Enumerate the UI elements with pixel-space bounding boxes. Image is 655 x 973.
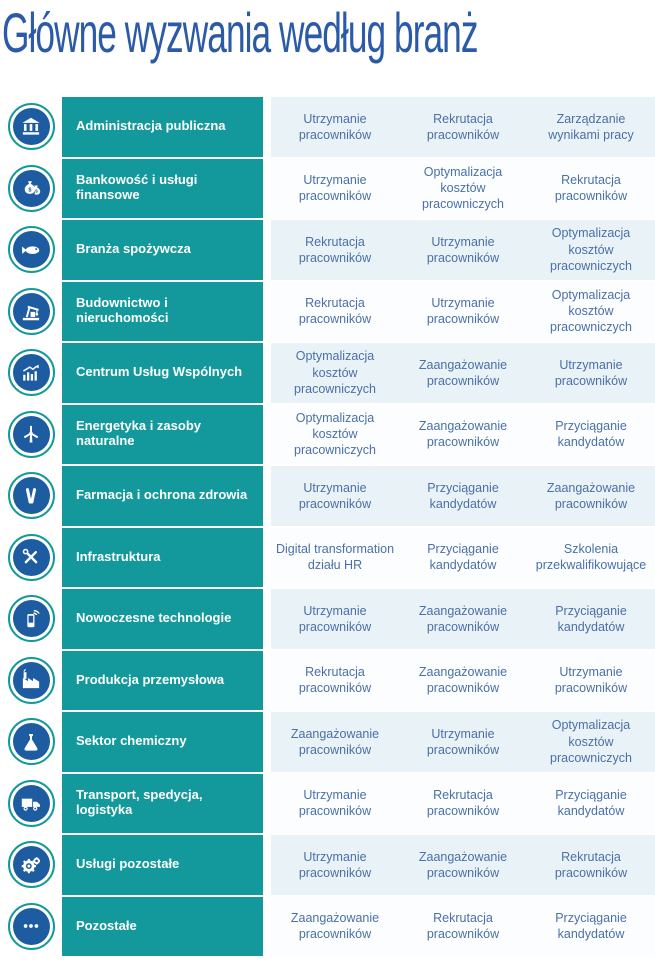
industry-icon-cell — [0, 897, 62, 957]
challenge-cell-3: Utrzymanie pracowników — [554, 357, 628, 388]
column-divider — [263, 712, 271, 772]
table-row — [0, 220, 655, 280]
industry-icon-cell — [0, 651, 62, 711]
challenge-cell-1: Rekrutacja pracowników — [298, 296, 372, 327]
challenge-cell-1: Optymalizacja kosztów pracowniczych — [294, 410, 376, 458]
table-row — [0, 528, 655, 588]
challenges-row — [271, 712, 655, 772]
industry-icon-cell — [0, 97, 62, 157]
industry-label: Nowoczesne technologie — [62, 589, 263, 649]
icon-badge — [8, 411, 55, 458]
icon-badge — [8, 903, 55, 950]
icon-badge — [8, 534, 55, 581]
icon-badge — [8, 165, 55, 212]
table-row — [0, 159, 655, 219]
gears-icon — [13, 846, 50, 883]
food-fish-icon — [13, 231, 50, 268]
table-row — [0, 466, 655, 526]
industry-icon-cell — [0, 589, 62, 649]
industry-label: Pozostałe — [62, 897, 263, 957]
challenge-cell-2: Zaangażowanie pracowników — [418, 357, 508, 388]
challenge-cell-3: Rekrutacja pracowników — [554, 849, 628, 880]
table-row — [0, 405, 655, 465]
page-title: Główne wyzwania według branż — [2, 1, 478, 64]
industry-challenges-table — [0, 97, 655, 956]
crossed-tools-icon — [13, 539, 50, 576]
industry-label: Transport, spedycja, logistyka — [62, 774, 263, 834]
industry-label: Centrum Usług Wspólnych — [62, 343, 263, 403]
mobile-phone-icon — [13, 600, 50, 637]
challenge-cell-3: Przyciąganie kandydatów — [555, 603, 627, 634]
icon-badge — [8, 841, 55, 888]
challenge-cell-1: Zaangażowanie pracowników — [290, 911, 380, 942]
challenges-row — [271, 159, 655, 219]
challenge-cell-1: Utrzymanie pracowników — [298, 849, 372, 880]
challenges-row — [271, 97, 655, 157]
icon-badge — [8, 349, 55, 396]
column-divider — [263, 897, 271, 957]
challenge-cell-2: Utrzymanie pracowników — [426, 234, 500, 265]
challenges-row — [271, 651, 655, 711]
wind-turbine-icon — [13, 416, 50, 453]
challenges-row — [271, 897, 655, 957]
challenge-cell-3: Utrzymanie pracowników — [554, 665, 628, 696]
industry-label: Administracja publiczna — [62, 97, 263, 157]
column-divider — [263, 282, 271, 342]
challenge-cell-1: Rekrutacja pracowników — [298, 665, 372, 696]
table-row — [0, 835, 655, 895]
industry-label: Energetyka i zasoby naturalne — [62, 405, 263, 465]
flask-icon — [13, 723, 50, 760]
table-row — [0, 774, 655, 834]
icon-badge — [8, 226, 55, 273]
industry-icon-cell — [0, 774, 62, 834]
column-divider — [263, 220, 271, 280]
table-row — [0, 282, 655, 342]
challenges-row — [271, 343, 655, 403]
test-tubes-icon — [13, 477, 50, 514]
challenge-cell-1: Rekrutacja pracowników — [298, 234, 372, 265]
challenge-cell-2: Rekrutacja pracowników — [426, 788, 500, 819]
challenge-cell-3: Rekrutacja pracowników — [554, 173, 628, 204]
table-row — [0, 589, 655, 649]
challenge-cell-2: Przyciąganie kandydatów — [427, 542, 499, 573]
challenge-cell-3: Przyciąganie kandydatów — [555, 788, 627, 819]
challenge-cell-1: Utrzymanie pracowników — [298, 788, 372, 819]
industry-icon-cell — [0, 466, 62, 526]
industry-label: Farmacja i ochrona zdrowia — [62, 466, 263, 526]
industry-label: Branża spożywcza — [62, 220, 263, 280]
challenge-cell-3: Zarządzanie wynikami pracy — [548, 111, 634, 142]
column-divider — [263, 97, 271, 157]
industry-icon-cell — [0, 282, 62, 342]
svg-text:$: $ — [35, 188, 38, 194]
factory-icon — [13, 662, 50, 699]
challenge-cell-3: Przyciąganie kandydatów — [555, 911, 627, 942]
challenges-row — [271, 774, 655, 834]
column-divider — [263, 466, 271, 526]
crane-icon — [13, 293, 50, 330]
column-divider — [263, 835, 271, 895]
industry-label: Budownictwo i nieruchomości — [62, 282, 263, 342]
industry-label: Sektor chemiczny — [62, 712, 263, 772]
challenges-row — [271, 528, 655, 588]
bank-icon — [13, 108, 50, 145]
industry-label: Usługi pozostałe — [62, 835, 263, 895]
challenges-row — [271, 282, 655, 342]
ellipsis-icon — [13, 908, 50, 945]
industry-label: Infrastruktura — [62, 528, 263, 588]
industry-label: Bankowość i usługi finansowe — [62, 159, 263, 219]
challenge-cell-3: Przyciąganie kandydatów — [555, 419, 627, 450]
icon-badge — [8, 472, 55, 519]
challenge-cell-3: Optymalizacja kosztów pracowniczych — [550, 718, 632, 765]
column-divider — [263, 405, 271, 465]
challenge-cell-2: Zaangażowanie pracowników — [418, 603, 508, 634]
challenge-cell-2: Zaangażowanie pracowników — [418, 849, 508, 880]
column-divider — [263, 651, 271, 711]
challenges-row — [271, 466, 655, 526]
challenge-cell-1: Utrzymanie pracowników — [298, 480, 372, 511]
challenge-cell-3: Szkolenia przekwalifikowujące — [535, 542, 647, 573]
industry-icon-cell — [0, 159, 62, 219]
table-row — [0, 651, 655, 711]
challenge-cell-1: Utrzymanie pracowników — [298, 603, 372, 634]
industry-icon-cell — [0, 343, 62, 403]
challenge-cell-1: Zaangażowanie pracowników — [290, 726, 380, 757]
icon-badge — [8, 780, 55, 827]
industry-icon-cell — [0, 835, 62, 895]
column-divider — [263, 159, 271, 219]
column-divider — [263, 589, 271, 649]
truck-icon — [13, 785, 50, 822]
column-divider — [263, 774, 271, 834]
challenge-cell-3: Optymalizacja kosztów pracowniczych — [550, 287, 632, 335]
table-row — [0, 712, 655, 772]
icon-badge — [8, 657, 55, 704]
challenge-cell-2: Zaangażowanie pracowników — [418, 419, 508, 450]
icon-badge — [8, 103, 55, 150]
table-row — [0, 897, 655, 957]
challenge-cell-2: Optymalizacja kosztów pracowniczych — [422, 164, 504, 212]
icon-badge — [8, 595, 55, 642]
challenge-cell-2: Zaangażowanie pracowników — [418, 665, 508, 696]
column-divider — [263, 343, 271, 403]
challenge-cell-3: Optymalizacja kosztów pracowniczych — [550, 226, 632, 273]
challenge-cell-2: Rekrutacja pracowników — [426, 111, 500, 142]
challenges-row — [271, 220, 655, 280]
money-bags-icon — [13, 170, 50, 207]
challenge-cell-2: Rekrutacja pracowników — [426, 911, 500, 942]
challenges-row — [271, 835, 655, 895]
challenge-cell-3: Zaangażowanie pracowników — [546, 480, 636, 511]
industry-icon-cell — [0, 405, 62, 465]
industry-label: Produkcja przemysłowa — [62, 651, 263, 711]
challenge-cell-2: Utrzymanie pracowników — [426, 726, 500, 757]
industry-icon-cell — [0, 528, 62, 588]
challenges-row — [271, 405, 655, 465]
table-row — [0, 343, 655, 403]
column-divider — [263, 528, 271, 588]
icon-badge — [8, 718, 55, 765]
challenge-cell-1: Utrzymanie pracowników — [298, 173, 372, 204]
industry-icon-cell — [0, 220, 62, 280]
svg-text:$: $ — [28, 187, 32, 194]
table-row — [0, 97, 655, 157]
challenges-row — [271, 589, 655, 649]
challenge-cell-2: Przyciąganie kandydatów — [427, 480, 499, 511]
challenge-cell-1: Optymalizacja kosztów pracowniczych — [294, 349, 376, 396]
chart-growth-icon — [13, 354, 50, 391]
challenge-cell-2: Utrzymanie pracowników — [426, 296, 500, 327]
icon-badge — [8, 288, 55, 335]
industry-icon-cell — [0, 712, 62, 772]
challenge-cell-1: Digital transformation działu HR — [275, 542, 395, 573]
challenge-cell-1: Utrzymanie pracowników — [298, 111, 372, 142]
